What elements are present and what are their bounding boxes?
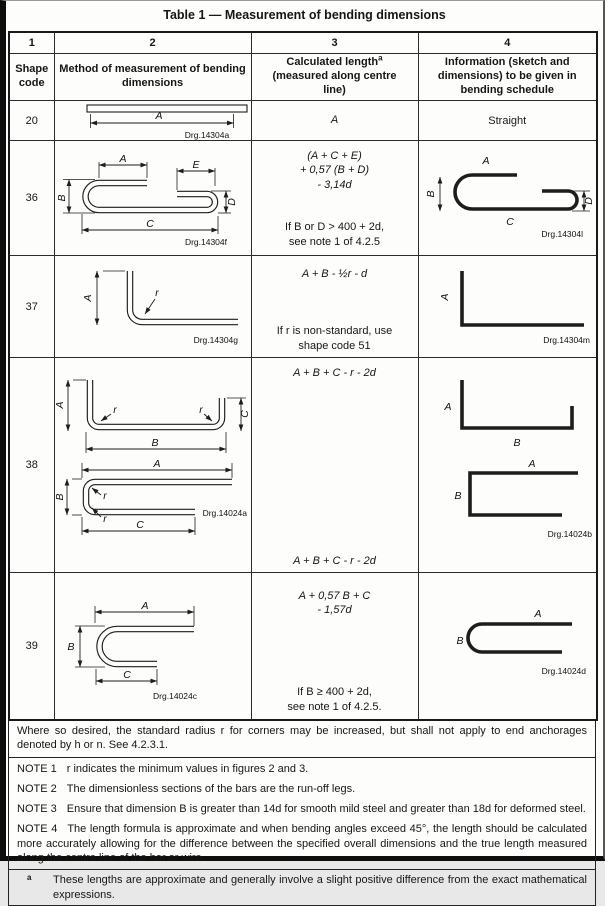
table-row: [9, 256, 597, 358]
header-row: [9, 54, 597, 101]
calc-length-cell: [251, 141, 418, 256]
radius-note-box: [8, 721, 596, 758]
bar-line: [462, 271, 584, 325]
info-cell: [418, 256, 597, 358]
info-cell: [418, 573, 597, 721]
formula-line: (A + C + E): [307, 150, 362, 162]
table-row: [9, 101, 597, 141]
table-row: [9, 141, 597, 256]
method-cell: [54, 141, 251, 256]
formula-line: A + B + C - r - 2d: [293, 367, 376, 379]
calc-header-main: Calculated length: [286, 56, 379, 69]
calc-length-cell: [251, 256, 418, 358]
hairpin-drawing: [55, 587, 250, 705]
note-1-text: r indicates the minimum values in figures 2 and 3.: [66, 762, 309, 775]
dim-label-b: B: [456, 635, 464, 647]
note-1-label: NOTE 1: [17, 762, 57, 775]
c-shape-drawing: [55, 459, 250, 563]
hairpin-sketch: [420, 586, 595, 706]
bar-outline: [86, 183, 216, 210]
bar-line: [455, 175, 577, 209]
dim-label-c: C: [123, 669, 131, 681]
bar-line: [462, 380, 572, 428]
calc-length-cell: [251, 358, 418, 573]
notes-box: [8, 758, 596, 871]
calc-length-cell: [251, 101, 418, 141]
footnote-box: [8, 870, 596, 906]
dim-label-a: A: [155, 109, 163, 122]
col-number-3: 3: [251, 32, 418, 54]
shape-code-cell: 37: [9, 256, 54, 358]
header-information: Information (sketch and dimensions) to be given in bending schedule: [418, 54, 597, 101]
method-cell: [54, 358, 251, 573]
radius-note-text: Where so desired, the standard radius r for corners may be increased, but shall not apply to end anchorages denoted by h or n. See 4.2.3.1.: [17, 725, 587, 752]
radius-leader: [204, 414, 212, 421]
info-cell: [418, 358, 597, 573]
straight-bar-drawing: [55, 102, 250, 140]
dim-label-c: C: [505, 216, 514, 228]
formula-line: + 0,57 (B + D): [299, 164, 370, 177]
condition-line: If B or D > 400 + 2d,: [284, 221, 385, 234]
radius-label: r: [103, 490, 107, 502]
bar-outline: [100, 629, 195, 664]
dim-label-a: A: [534, 608, 542, 620]
bar-outline: [130, 271, 238, 322]
dim-label-a: A: [438, 292, 451, 301]
dim-label-d: D: [226, 198, 238, 206]
dim-label-b: B: [67, 641, 75, 653]
shape-code-cell: 20: [9, 101, 54, 141]
condition-line: see note 1 of 4.2.5.: [287, 700, 382, 713]
condition-block: [252, 685, 418, 714]
dim-label-b: B: [424, 190, 437, 198]
formula-line: A: [330, 114, 339, 127]
note-2-text: The dimensionless sections of the bars are the run-off legs.: [66, 782, 356, 795]
condition-block: [252, 324, 418, 353]
dim-label-c: C: [146, 218, 154, 230]
note-4-text: The length formula is approximate and when bending angles exceed 45°, the length should be calculated more accurately allowing for the difference between the specified overall dimensions and the true length measured along the centre line of the bar or wire.: [17, 823, 587, 865]
note-1: [17, 762, 587, 776]
dim-label-b: B: [151, 437, 159, 449]
radius-leader: [92, 488, 101, 495]
condition-block: [252, 220, 418, 249]
drg-label: Drg.14024d: [541, 666, 586, 676]
note-3-text: Ensure that dimension B is greater than 14d for smooth mild steel and greater than 18d for deformed steel.: [66, 803, 586, 816]
u-channel-drawing: [55, 367, 250, 459]
formula-line: A + B + C - r - 2d: [293, 554, 376, 567]
header-calculated-length: [251, 54, 418, 101]
calc-header-sub: (measured along centre line): [272, 70, 397, 96]
dim-label-a: A: [482, 155, 490, 167]
calc-header-footnote-ref: a: [378, 53, 383, 63]
dim-label-d: D: [582, 197, 595, 205]
bar-line: [470, 473, 578, 515]
drg-label: Drg.14304g: [193, 334, 238, 345]
radius-leader: [145, 299, 155, 314]
condition-line: see note 1 of 4.2.5: [288, 235, 381, 248]
dim-label-a: A: [82, 293, 94, 302]
note-2-label: NOTE 2: [17, 782, 57, 795]
footnote-text: These lengths are approximate and generally involve a slight positive difference from the exact mathematical expressions.: [53, 874, 587, 901]
dim-label-a: A: [153, 458, 161, 470]
shape-code-cell: 38: [9, 358, 54, 573]
bar-fill: [100, 629, 195, 664]
l-bend-drawing: [55, 265, 250, 349]
formula-line: A + 0,57 B + C: [298, 590, 371, 602]
bending-dimensions-table: [8, 31, 598, 721]
radius-label: r: [103, 513, 107, 525]
dim-label-b: B: [454, 490, 462, 502]
c-shape-sketch: [420, 455, 595, 560]
col-number-1: 1: [9, 32, 54, 54]
formula-line: - 3,14d: [317, 178, 352, 191]
u-channel-sketch: [420, 370, 595, 455]
footnote-marker: a: [27, 873, 32, 883]
drg-label: Drg.14304f: [184, 237, 227, 247]
radius-label: r: [199, 404, 203, 416]
calc-length-cell: [251, 573, 418, 721]
formula-block: [252, 149, 418, 192]
dim-label-b: B: [56, 194, 68, 202]
note-3: [17, 802, 587, 816]
note-2: [17, 782, 587, 796]
dim-label-b: B: [54, 493, 66, 501]
shape-code-cell: 39: [9, 573, 54, 721]
shape-code-cell: 36: [9, 141, 54, 256]
radius-label: r: [113, 404, 117, 416]
radius-leader: [101, 414, 111, 421]
drg-label: Drg.14304m: [542, 334, 590, 345]
drg-label: Drg.14024a: [202, 508, 247, 518]
s-hook-drawing: [55, 148, 250, 248]
header-shape-code: Shape code: [9, 54, 54, 101]
bar-outline: [87, 105, 247, 112]
bar-fill: [130, 271, 238, 322]
l-bend-sketch: [420, 265, 595, 349]
table-title: Table 1 — Measurement of bending dimensions: [163, 8, 446, 22]
dim-label-a: A: [528, 458, 536, 470]
col-number-4: 4: [418, 32, 597, 54]
table-row: [9, 573, 597, 721]
drg-label: Drg.14304a: [184, 129, 230, 140]
note-4: [17, 822, 587, 865]
formula-line: - 1,57d: [317, 604, 352, 617]
formula-block: [252, 589, 418, 618]
note-4-label: NOTE 4: [17, 823, 58, 836]
condition-line: shape code 51: [298, 339, 371, 352]
s-hook-sketch: [420, 149, 595, 247]
drg-label: Drg.14304l: [541, 229, 583, 239]
method-cell: [54, 573, 251, 721]
condition-line: If B ≥ 400 + 2d,: [297, 686, 372, 699]
dim-label-e: E: [192, 159, 200, 171]
note-3-label: NOTE 3: [17, 803, 57, 816]
column-number-row: [9, 32, 597, 54]
drg-label: Drg.14024c: [153, 691, 197, 701]
dim-label-a: A: [444, 401, 452, 413]
dim-label-a: A: [141, 600, 149, 612]
info-cell: [418, 141, 597, 256]
dim-label-a: A: [119, 153, 127, 165]
drg-label: Drg.14024b: [547, 529, 592, 539]
dim-label-a: A: [54, 401, 66, 409]
col-number-2: 2: [54, 32, 251, 54]
bar-line: [468, 624, 572, 652]
condition-line: If r is non-standard, use: [276, 325, 393, 338]
info-cell: Straight: [418, 101, 597, 141]
radius-label: r: [155, 286, 159, 299]
header-method: Method of measurement of bending dimensions: [54, 54, 251, 101]
method-cell: [54, 256, 251, 358]
dim-label-c: C: [239, 410, 251, 418]
formula-line: A + B - ½r - d: [301, 268, 368, 280]
table-row: [9, 358, 597, 573]
method-cell: [54, 101, 251, 141]
dim-label-c: C: [136, 519, 144, 531]
dim-label-b: B: [513, 437, 521, 449]
